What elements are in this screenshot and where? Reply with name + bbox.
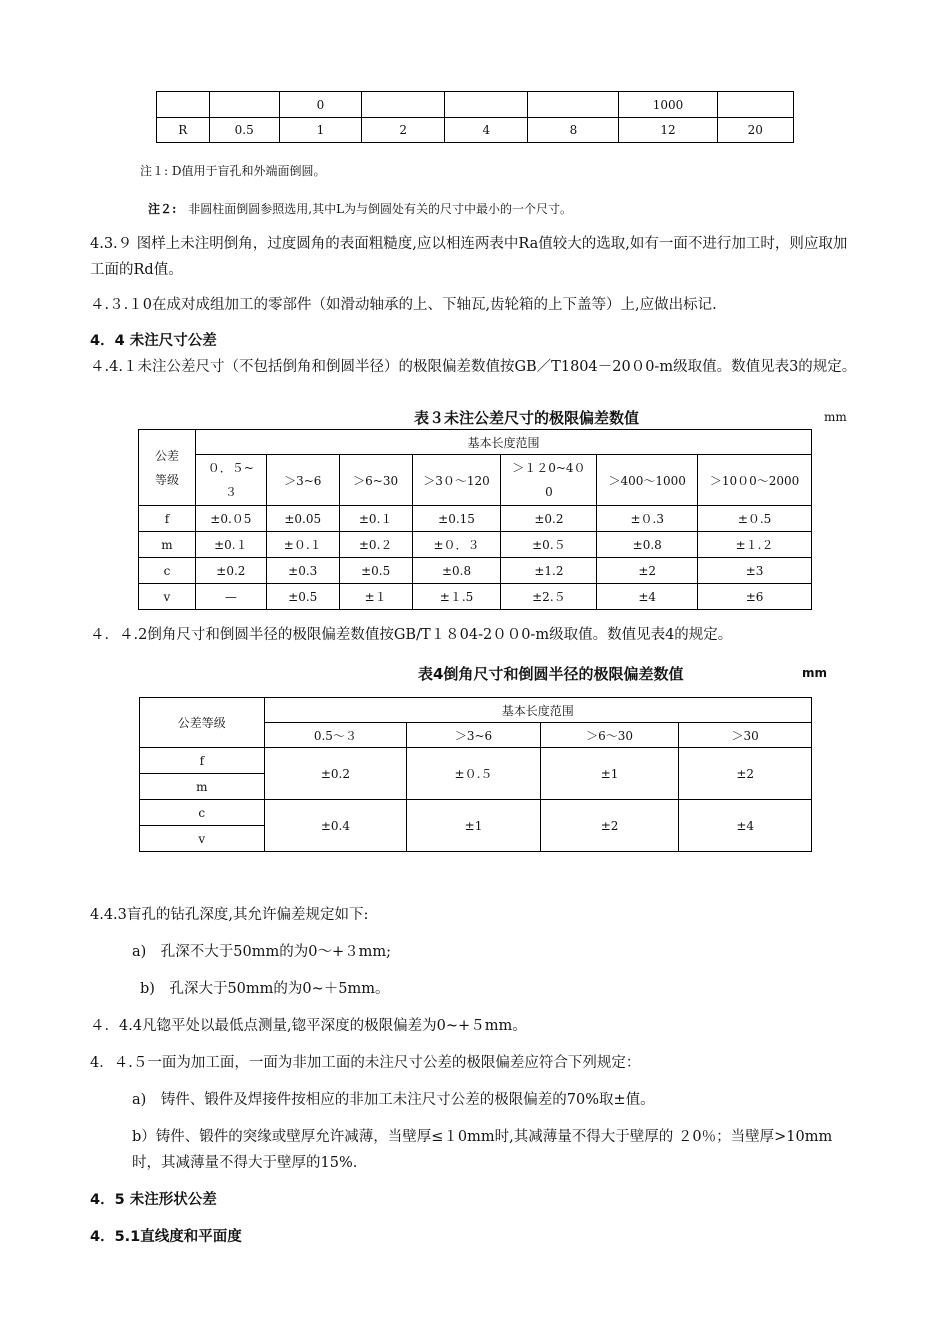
note-1: 注１: D值用于盲孔和外端面倒圆。 (140, 164, 326, 178)
table-cell: ±０.3 (597, 506, 698, 532)
table-cell (362, 92, 445, 118)
paragraph-4-4-5-a: a) 铸件、锻件及焊接件按相应的非加工未注尺寸公差的极限偏差的70%取±值。 (132, 1092, 655, 1108)
table-cell: ±０．３ (412, 532, 501, 558)
table4-caption: 表4倒角尺寸和倒圆半径的极限偏差数值 (418, 665, 684, 683)
table-cell: ±1.2 (501, 558, 597, 584)
table-cell: ±2 (597, 558, 698, 584)
table3-column-header: ＞3~6 (266, 455, 339, 506)
table-cell: ±0.5 (266, 584, 339, 610)
table3-grade: f (139, 506, 196, 532)
table4-unit: mm (802, 666, 828, 680)
table-cell: ±0.8 (597, 532, 698, 558)
table3-grade: m (139, 532, 196, 558)
table-cell: ±0.2 (264, 748, 407, 800)
table-cell: ±4 (597, 584, 698, 610)
table-cell: ±１.5 (412, 584, 501, 610)
table-cell: 2 (362, 118, 445, 143)
table-cell: — (195, 584, 266, 610)
paragraph-4-3-9: 4.3.９ 图样上未注明倒角，过度圆角的表面粗糙度,应以相连两表中Ra值较大的选取,如有一面不进行加工时，则应取加工面的Rd值。 (90, 236, 848, 278)
table-cell (717, 92, 793, 118)
table-row (140, 800, 812, 826)
table3-column-header: ＞１２0~4０ 0 (501, 455, 597, 506)
table-cell (209, 92, 279, 118)
table-cell: 20 (717, 118, 793, 143)
table3-column-header: ＞3０～120 (412, 455, 501, 506)
table-cell (445, 92, 528, 118)
paragraph-4-4-3-b: b) 孔深大于50mm的为0~＋5mm。 (140, 981, 390, 997)
heading-4-4: 4．4 未注尺寸公差 (90, 333, 217, 349)
table4-grade: c (140, 800, 265, 826)
table-row (139, 506, 812, 532)
table3-column-header: ＞400～1000 (597, 455, 698, 506)
table-cell: ±2 (540, 800, 679, 852)
table-cell (528, 92, 619, 118)
table-cell: ±0.５ (501, 532, 597, 558)
table-row (140, 748, 812, 774)
paragraph-4-4-4: ４．4.4凡锪平处以最低点测量,锪平深度的极限偏差为0~+５mm。 (90, 1018, 527, 1034)
table3-column-header: ＞6~30 (339, 455, 412, 506)
table-cell: 1000 (619, 92, 717, 118)
table3-column-header: ０．５~ ３ (195, 455, 266, 506)
paragraph-4-3-10: ４.３.１0在成对成组加工的零部件（如滑动轴承的上、下轴瓦,齿轮箱的上下盖等）上,应做出标记. (90, 297, 717, 313)
table3-unit: mm (824, 410, 847, 424)
table3-range-header: 基本长度范围 (195, 430, 811, 455)
table-cell: ±4 (679, 800, 812, 852)
table-cell: ±0.１ (195, 532, 266, 558)
note-2-label: 注２: (148, 202, 177, 216)
table3 (138, 429, 812, 610)
table-cell: 4 (445, 118, 528, 143)
table-cell: 1 (279, 118, 361, 143)
table-cell: ±2 (679, 748, 812, 800)
table3-grade: c (139, 558, 196, 584)
table4-column-header: ＞3~6 (407, 723, 541, 748)
table-cell: ±3 (698, 558, 812, 584)
paragraph-4-4-3-a: a) 孔深不大于50mm的为0～+３mm; (132, 944, 392, 960)
note-2 (148, 200, 572, 217)
paragraph-4-4-1: ４.4.１未注公差尺寸（不包括倒角和倒圆半径）的极限偏差数值按GB／T1804－20０0-m级取值。数值见表3的规定。 (90, 359, 857, 375)
table-cell: ±0.15 (412, 506, 501, 532)
table-cell: ±1 (407, 800, 541, 852)
paragraph-4-4-2: ４．４.2倒角尺寸和倒圆半径的极限偏差数值按GB/T１８04-2００0-m级取值。数值见表4的规定。 (90, 627, 733, 643)
table-cell: ±0.2 (501, 506, 597, 532)
table-cell: ±0.4 (264, 800, 407, 852)
table-cell: 0 (279, 92, 361, 118)
table3-caption: 表３未注公差尺寸的极限偏差数值 (414, 409, 640, 427)
table4-range-header: 基本长度范围 (264, 698, 811, 723)
table-cell: ±０.５ (407, 748, 541, 800)
table4-grade: m (140, 774, 265, 800)
table4-column-header: ＞30 (679, 723, 812, 748)
table-cell: ±１.２ (698, 532, 812, 558)
table4 (139, 697, 812, 852)
table4-column-header: ＞6～30 (540, 723, 679, 748)
table-cell: 8 (528, 118, 619, 143)
table-row (139, 558, 812, 584)
table4-grade: f (140, 748, 265, 774)
table-cell: ±0.8 (412, 558, 501, 584)
table4-grade-header: 公差等级 (140, 698, 265, 748)
table-cell (157, 92, 210, 118)
table-cell: R (157, 118, 210, 143)
table-cell: ±0.5 (339, 558, 412, 584)
table3-grade: v (139, 584, 196, 610)
table-cell: ±6 (698, 584, 812, 610)
table-cell: ±0.１ (339, 506, 412, 532)
table-cell: ±0.2 (195, 558, 266, 584)
table-row (139, 532, 812, 558)
paragraph-4-4-5-b: b）铸件、锻件的突缘或壁厚允许减薄，当壁厚≤１0mm时,其减薄量不得大于壁厚的 ２0％；当壁厚>10mm时，其减薄量不得大于壁厚的15%. (132, 1129, 833, 1171)
heading-4-5: 4．5 未注形状公差 (90, 1192, 217, 1208)
note-2-text: 非圆柱面倒圆参照选用,其中L为与倒圆处有关的尺寸中最小的一个尺寸。 (188, 202, 573, 216)
table-cell: 12 (619, 118, 717, 143)
table-cell: ±０.１ (266, 532, 339, 558)
table-cell: ±0.3 (266, 558, 339, 584)
table-cell: ±0.２ (339, 532, 412, 558)
table4-grade: v (140, 826, 265, 852)
heading-4-5-1: 4．5.1直线度和平面度 (90, 1229, 242, 1245)
table-row (139, 584, 812, 610)
table3-grade-header: 公差 等级 (139, 430, 196, 506)
paragraph-4-4-5: 4．４.５一面为加工面，一面为非加工面的未注尺寸公差的极限偏差应符合下列规定： (90, 1055, 641, 1071)
table4-column-header: 0.5～３ (264, 723, 407, 748)
table-cell: ±0.０5 (195, 506, 266, 532)
table-cell: ±０.5 (698, 506, 812, 532)
table-cell: ±1 (540, 748, 679, 800)
table3-column-header: ＞10０0～2000 (698, 455, 812, 506)
top-table (156, 91, 794, 143)
paragraph-4-4-3: 4.4.3盲孔的钻孔深度,其允许偏差规定如下: (90, 907, 369, 923)
table-cell: 0.5 (209, 118, 279, 143)
table-cell: ±0.05 (266, 506, 339, 532)
table-cell: ±2.５ (501, 584, 597, 610)
table-cell: ±１ (339, 584, 412, 610)
